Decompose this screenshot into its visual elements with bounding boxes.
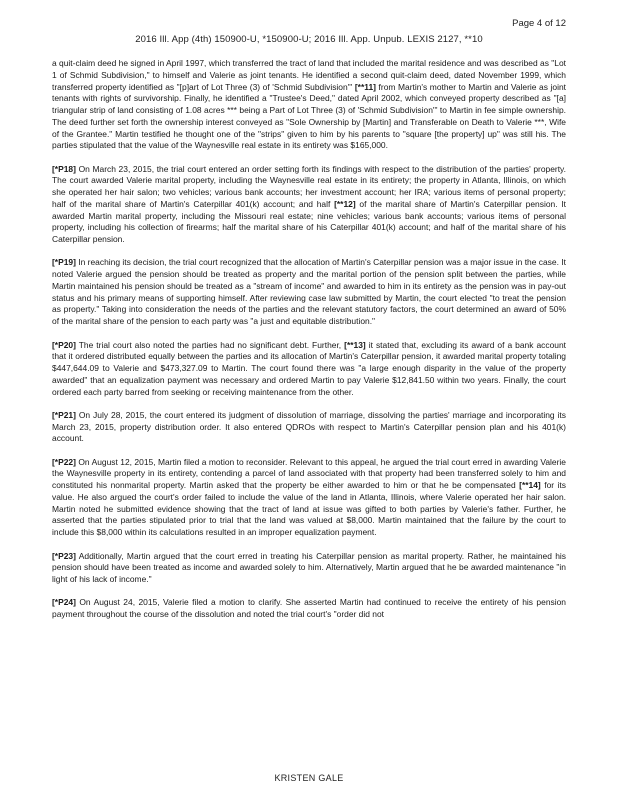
pin-cite: [*P18] bbox=[52, 163, 76, 174]
footer-name: KRISTEN GALE bbox=[274, 773, 344, 783]
paragraph-text: it stated that, excluding its award of a bank account that it ordered distributed equally between the parties and its allocation of Martin's Caterpillar pension, it awarded marital property totaling $447,644.09 to Valerie and $473,327.09 to Martin. The court found there was "a large enough disparity in the value of the property awarded" that an equalization payment was necessary and ordered Martin to pay Valerie $12,841.50 within two years. Finally, the court ordered each party barred from seeking or receiving maintenance from the other. bbox=[52, 339, 566, 397]
star-page-cite: [**12] bbox=[334, 198, 356, 209]
paragraph-text: On March 23, 2015, the trial court entered an order setting forth its findings with respect to the distribution of the parties' property. The court awarded Valerie marital property, including the Waynesville real estate in its entirety; the property in Atlanta, Illinois, on which she operated her hair salon; two vehicles; various bank accounts; her investment account; her IRA; various items of personal property; half of the marital share of Martin's Caterpillar 401(k) account; and half bbox=[52, 163, 566, 209]
paragraph-text: of the marital share of Martin's Caterpillar pension. It awarded Martin marital property, including the Missouri real estate; nine vehicles; various bank accounts; various items of personal property, including his collection of firearms; half the marital share of his Caterpillar 401(k) account; and half of the marital share of his Caterpillar pension. bbox=[52, 198, 566, 245]
paragraph bbox=[52, 457, 566, 539]
paragraph-text: The trial court also noted the parties had no significant debt. Further, bbox=[75, 339, 345, 350]
pin-cite: [*P23] bbox=[52, 550, 76, 561]
paragraph-text: from Martin's mother to Martin and Valerie as joint tenants with rights of survivorship. Finally, he identified a "Trustee's Deed," dated April 2002, which conveyed property described as "[a] triangular strip of land consisting of 1.08 acres *** being a Part of Lot Three (3) of 'Schmid Subdivision'" to Martin in fee simple ownership. The deed further set forth the ownership interest conveyed as "Sole Ownership by [Martin] and Transferable on Death to Valerie ***, Wife of the Grantee." Martin testified he thought one of the "strips" given to him by his parents to "square [the property] up" was still his. The parties stipulated that the value of the Waynesville real estate in its entirety was $165,000. bbox=[52, 81, 566, 151]
paragraph-text: Additionally, Martin argued that the court erred in treating his Caterpillar pension as marital property. Rather, he maintained his pension should have been treated as income and awarded solely to him. Alternatively, Martin argued that he be awarded maintenance "in light of his lack of income." bbox=[52, 550, 566, 585]
pin-cite: [*P22] bbox=[52, 456, 76, 467]
pin-cite: [*P19] bbox=[52, 257, 76, 268]
paragraph-text: On August 12, 2015, Martin filed a motion to reconsider. Relevant to this appeal, he argued the trial court erred in awarding Valerie the Waynesville property in its entirety, contending a parcel of land associated with that property had been transferred solely to him and constituted his nonmarital property. Martin asked that the property be either awarded to him or that he be compensated bbox=[52, 456, 566, 491]
paragraph-text: for its value. He also argued the court's order failed to include the value of the land in Atlanta, Illinois, where Valerie operated her hair salon. Martin noted he submitted evidence showing that the tract of land at issue was gifted to both parties by Valerie's father. Further, he asserted that the parties stipulated prior to trial that the land was valued at $8,000. Martin maintained that the failure by the court to include this $8,000 within its calculations resulted in an improper equalization payment. bbox=[52, 480, 566, 538]
pin-cite: [*P20] bbox=[52, 339, 76, 350]
pin-cite: [*P21] bbox=[52, 409, 76, 420]
paragraph bbox=[52, 597, 566, 621]
document-body bbox=[52, 58, 566, 633]
running-header-citation: 2016 Ill. App (4th) 150900-U, *150900-U; 2016 Ill. App. Unpub. LEXIS 2127, **10 bbox=[135, 34, 483, 45]
paragraph-text: On August 24, 2015, Valerie filed a motion to clarify. She asserted Martin had continued to receive the entirety of his pension payment throughout the course of the dissolution and noted the trial court's "order did not bbox=[52, 597, 566, 620]
page-number: Page 4 of 12 bbox=[512, 18, 566, 29]
star-page-cite: [**13] bbox=[344, 339, 366, 350]
paragraph-text: On July 28, 2015, the court entered its judgment of dissolution of marriage, dissolving the parties' marriage and incorporating its March 23, 2015, property distribution order. It also entered QDROs with respect to Martin's Caterpillar pension plan and his 401(k) account. bbox=[52, 409, 566, 444]
continued-paragraph bbox=[52, 58, 566, 152]
star-page-cite: [**14] bbox=[519, 480, 541, 491]
paragraph bbox=[52, 164, 566, 246]
star-page-cite: [**11] bbox=[354, 81, 376, 92]
paragraph bbox=[52, 257, 566, 328]
paragraph bbox=[52, 340, 566, 399]
paragraph-text: a quit-claim deed he signed in April 1997, which transferred the tract of land that included the marital residence and was described as "Lot 1 of Schmid Subdivision," to himself and Valerie as joint tenants. He identified a second quit-claim deed, dated November 1999, which transferred property identified as "[p]art of Lot Three (3) of 'Schmid Subdivision'" bbox=[52, 58, 566, 92]
paragraph bbox=[52, 410, 566, 445]
paragraph bbox=[52, 551, 566, 586]
paragraph-text: In reaching its decision, the trial court recognized that the allocation of Martin's Caterpillar pension was a major issue in the case. It noted Valerie argued the pension should be treated as property and the marital portion of the pension split between the parties, while Martin maintained his pension should be treated as a "stream of income" and awarded to him in its entirety as the pension was in pay-out status and his primary means of supporting himself. After reviewing case law submitted by Martin, the court elected "to treat the pension as property." Taking into consideration the needs of the parties and the relevant statutory factors, the court determined an award of 50% of the marital share of the pension to each party was "a just and equitable distribution." bbox=[52, 257, 566, 327]
pin-cite: [*P24] bbox=[52, 597, 76, 608]
